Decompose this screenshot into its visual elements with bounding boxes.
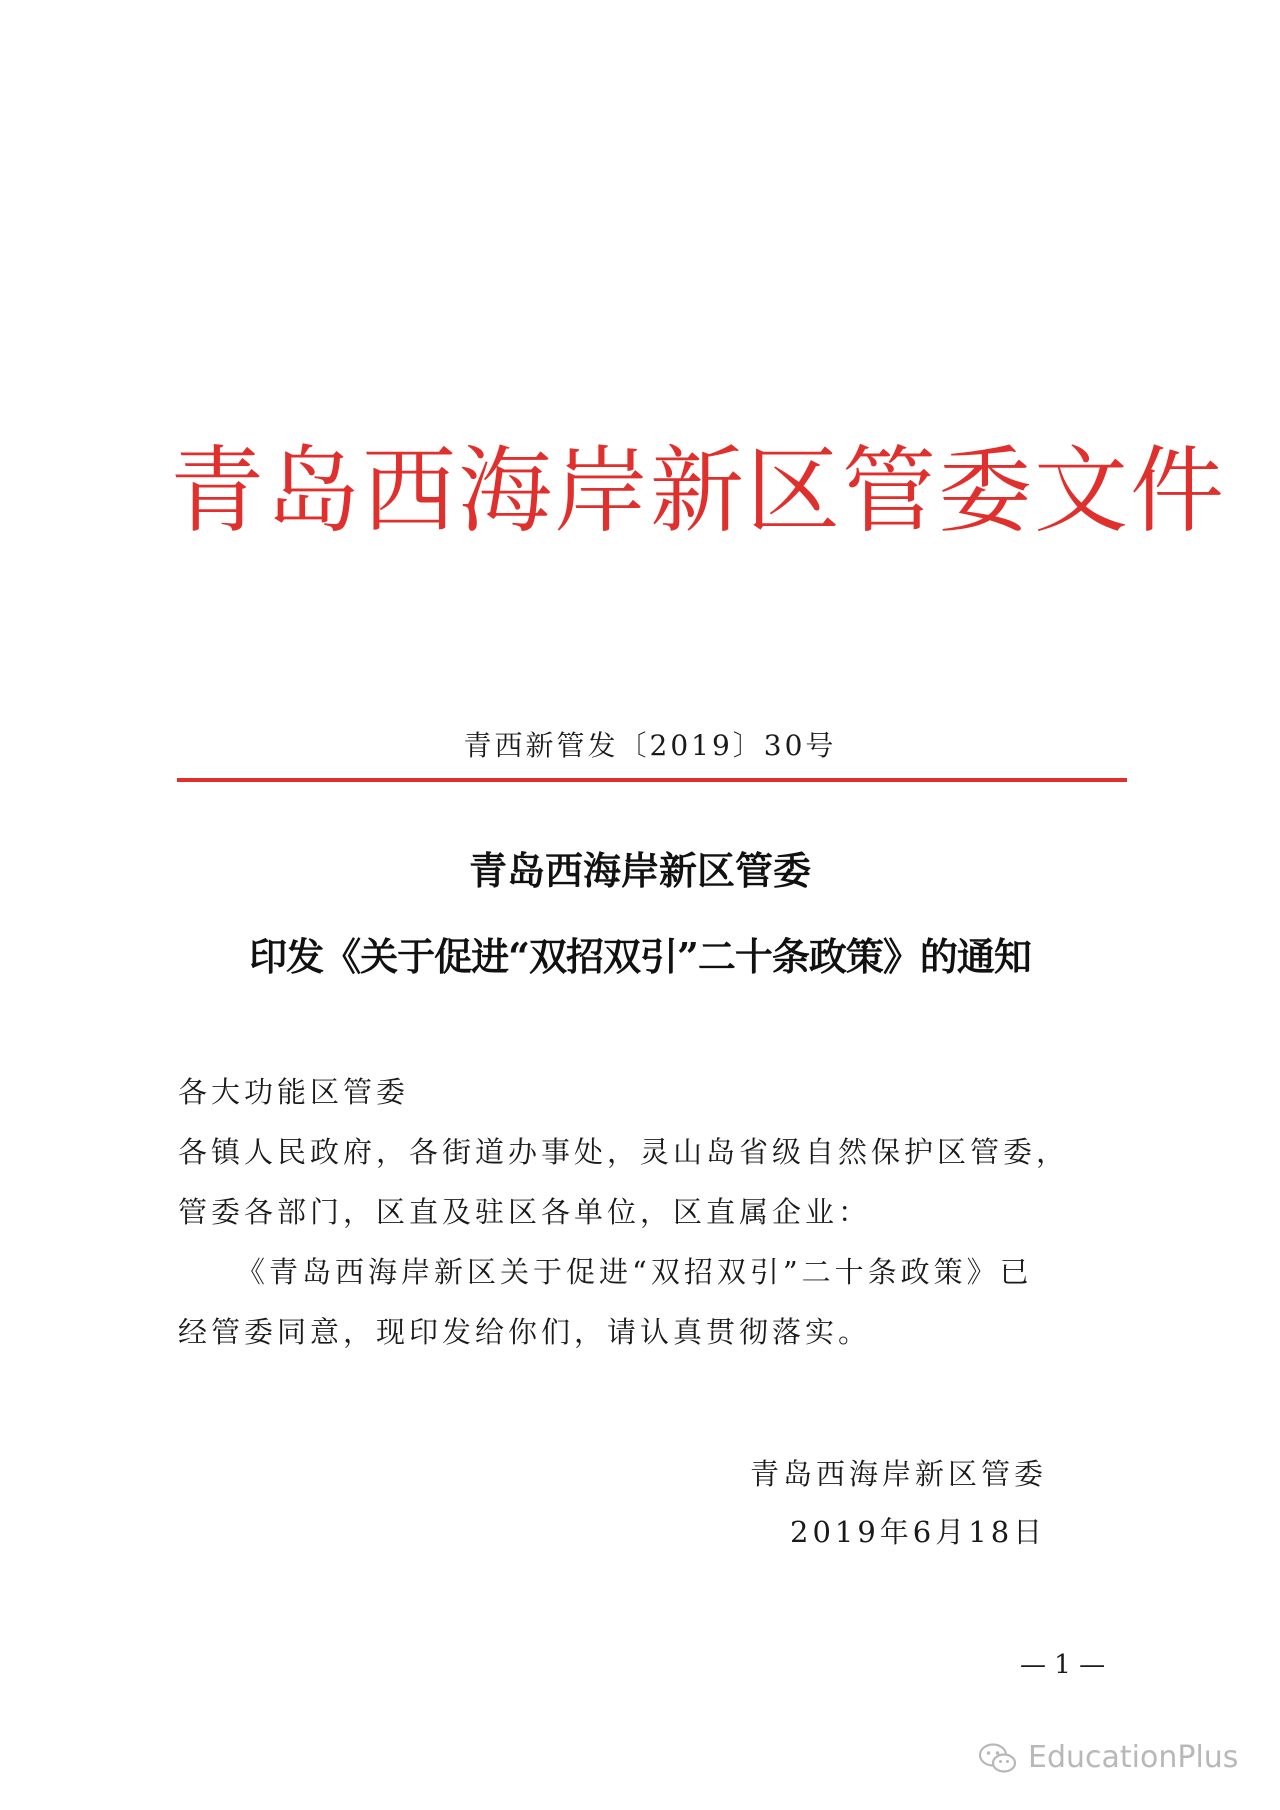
wechat-icon <box>978 1742 1018 1774</box>
document-number: 青西新管发〔2019〕30号 <box>463 729 837 762</box>
signature-date: 2019年6月18日 <box>790 1515 1047 1549</box>
notice-title-line1: 青岛西海岸新区管委 <box>468 848 811 893</box>
body-paragraph-line-2: 经管委同意，现印发给你们，请认真贯彻落实。 <box>178 1315 872 1349</box>
watermark <box>978 1740 1238 1775</box>
page-number: — 1 — <box>1020 1650 1106 1680</box>
notice-title-line2: 印发《关于促进“双招双引”二十条政策》的通知 <box>249 934 1031 979</box>
red-header-title: 青岛西海岸新区管委文件 <box>170 437 1227 546</box>
signature-issuer: 青岛西海岸新区管委 <box>750 1457 1048 1491</box>
watermark-text: EducationPlus <box>1028 1740 1239 1775</box>
recipients-line-2: 各镇人民政府，各街道办事处，灵山岛省级自然保护区管委， <box>178 1135 1070 1169</box>
recipients-line-3: 管委各部门，区直及驻区各单位，区直属企业： <box>178 1195 872 1229</box>
recipients-line-1: 各大功能区管委 <box>178 1075 410 1109</box>
body-paragraph-line-1: 《青岛西海岸新区关于促进“双招双引”二十条政策》已 <box>236 1255 1033 1289</box>
red-divider-line <box>177 778 1127 782</box>
